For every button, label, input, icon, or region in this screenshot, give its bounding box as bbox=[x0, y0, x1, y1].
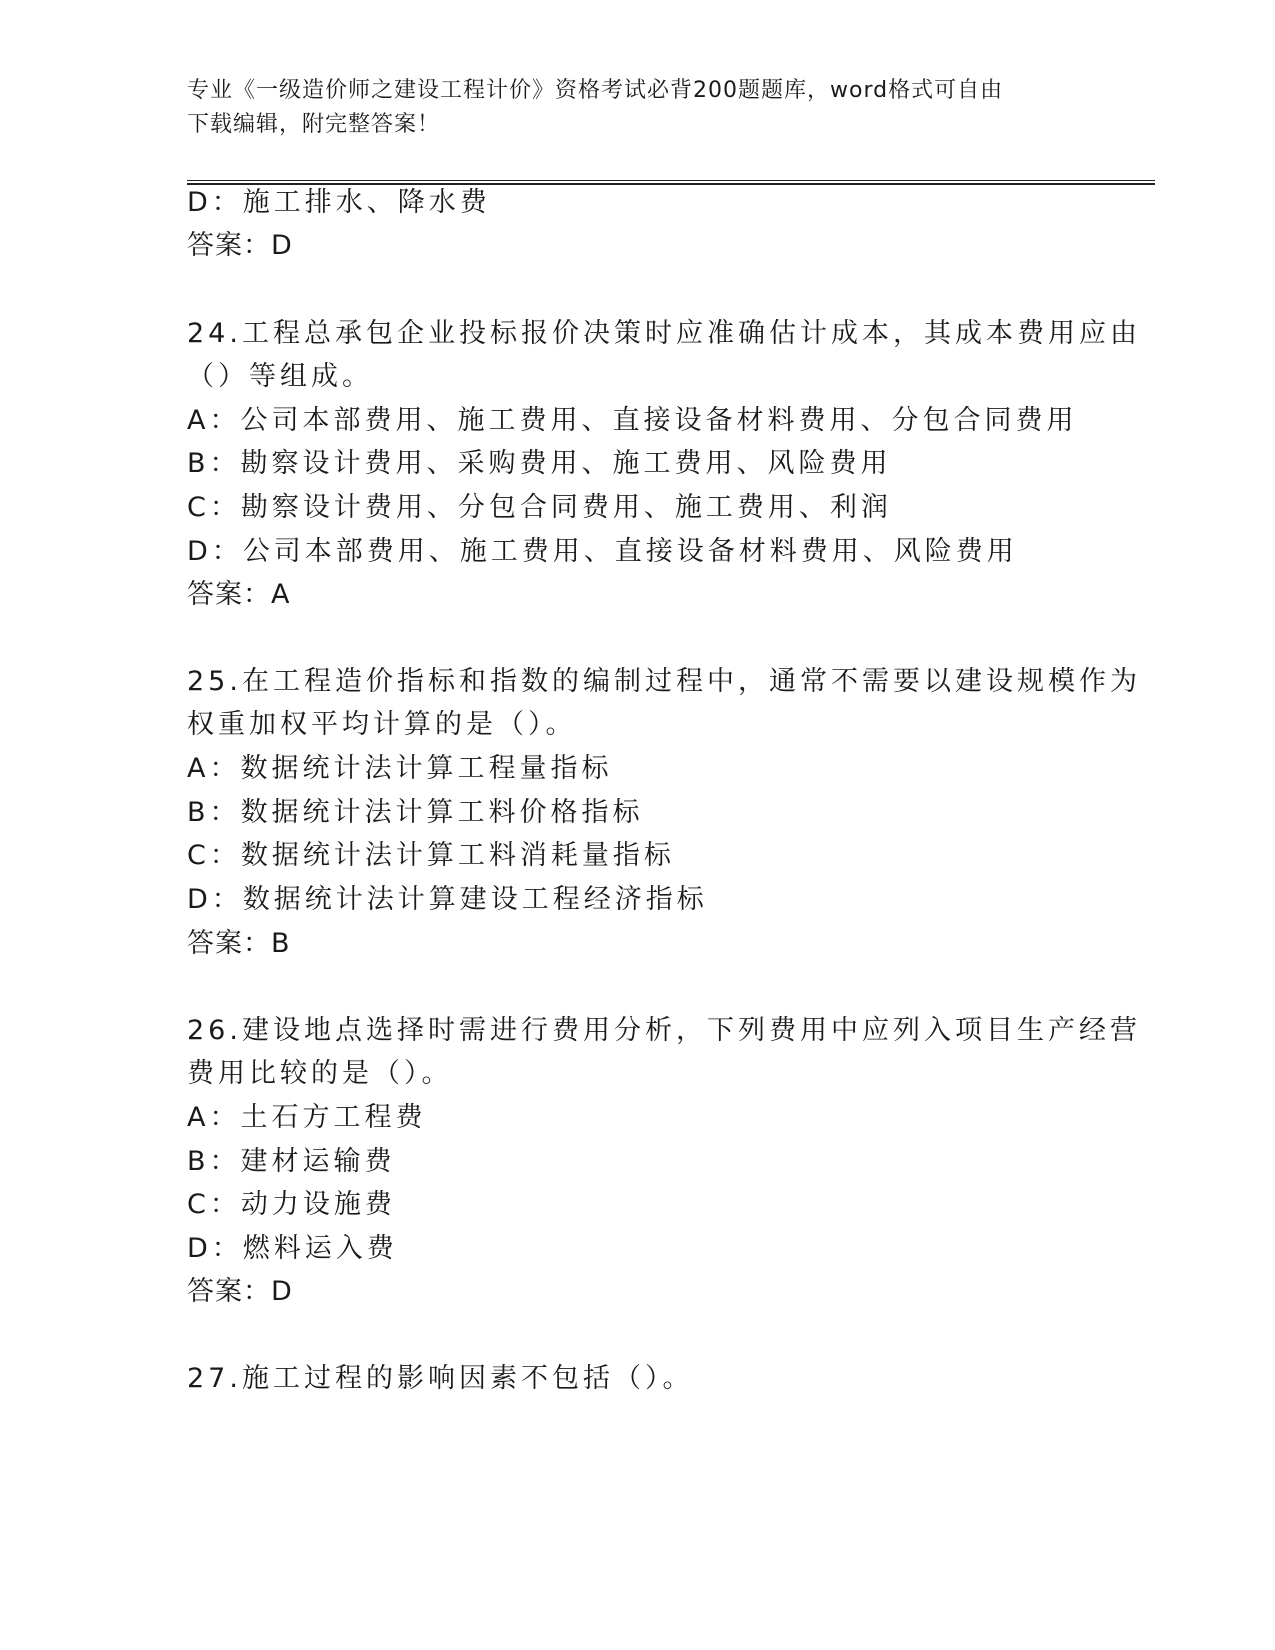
option-b: B：数据统计法计算工料价格指标 bbox=[187, 797, 644, 828]
option-b: B：勘察设计费用、采购费用、施工费用、风险费用 bbox=[187, 448, 892, 479]
option-d: D：施工排水、降水费 bbox=[187, 187, 491, 218]
option-d: D：公司本部费用、施工费用、直接设备材料费用、风险费用 bbox=[187, 536, 1018, 567]
question-stem-27: 27.施工过程的影响因素不包括（）。 bbox=[187, 1363, 694, 1394]
header-line-1: 专业《一级造价师之建设工程计价》资格考试必背200题题库，word格式可自由 bbox=[187, 78, 1004, 103]
answer-line: 答案：D bbox=[187, 230, 293, 261]
option-a: A：土石方工程费 bbox=[187, 1102, 427, 1133]
question-stem-25: 25.在工程造价指标和指数的编制过程中，通常不需要以建设规模作为 bbox=[187, 666, 1141, 697]
question-stem-24: 24.工程总承包企业投标报价决策时应准确估计成本，其成本费用应由 bbox=[187, 318, 1141, 349]
option-d: D：数据统计法计算建设工程经济指标 bbox=[187, 884, 708, 915]
option-a: A：数据统计法计算工程量指标 bbox=[187, 753, 613, 784]
answer-line: 答案：B bbox=[187, 928, 291, 959]
option-a: A：公司本部费用、施工费用、直接设备材料费用、分包合同费用 bbox=[187, 405, 1078, 436]
header-divider bbox=[187, 180, 1155, 185]
question-stem-25-cont: 权重加权平均计算的是（）。 bbox=[187, 709, 577, 740]
document-header bbox=[187, 74, 1087, 142]
header-line-2: 下载编辑，附完整答案！ bbox=[187, 112, 441, 137]
option-c: C：勘察设计费用、分包合同费用、施工费用、利润 bbox=[187, 492, 892, 523]
option-c: C：动力设施费 bbox=[187, 1189, 396, 1220]
answer-line: 答案：A bbox=[187, 579, 291, 610]
option-c: C：数据统计法计算工料消耗量指标 bbox=[187, 840, 675, 871]
option-d: D：燃料运入费 bbox=[187, 1233, 398, 1264]
answer-line: 答案：D bbox=[187, 1276, 293, 1307]
question-stem-26-cont: 费用比较的是（）。 bbox=[187, 1058, 453, 1089]
question-stem-24-cont: （）等组成。 bbox=[187, 361, 373, 392]
option-b: B：建材运输费 bbox=[187, 1146, 396, 1177]
question-stem-26: 26.建设地点选择时需进行费用分析，下列费用中应列入项目生产经营 bbox=[187, 1015, 1141, 1046]
